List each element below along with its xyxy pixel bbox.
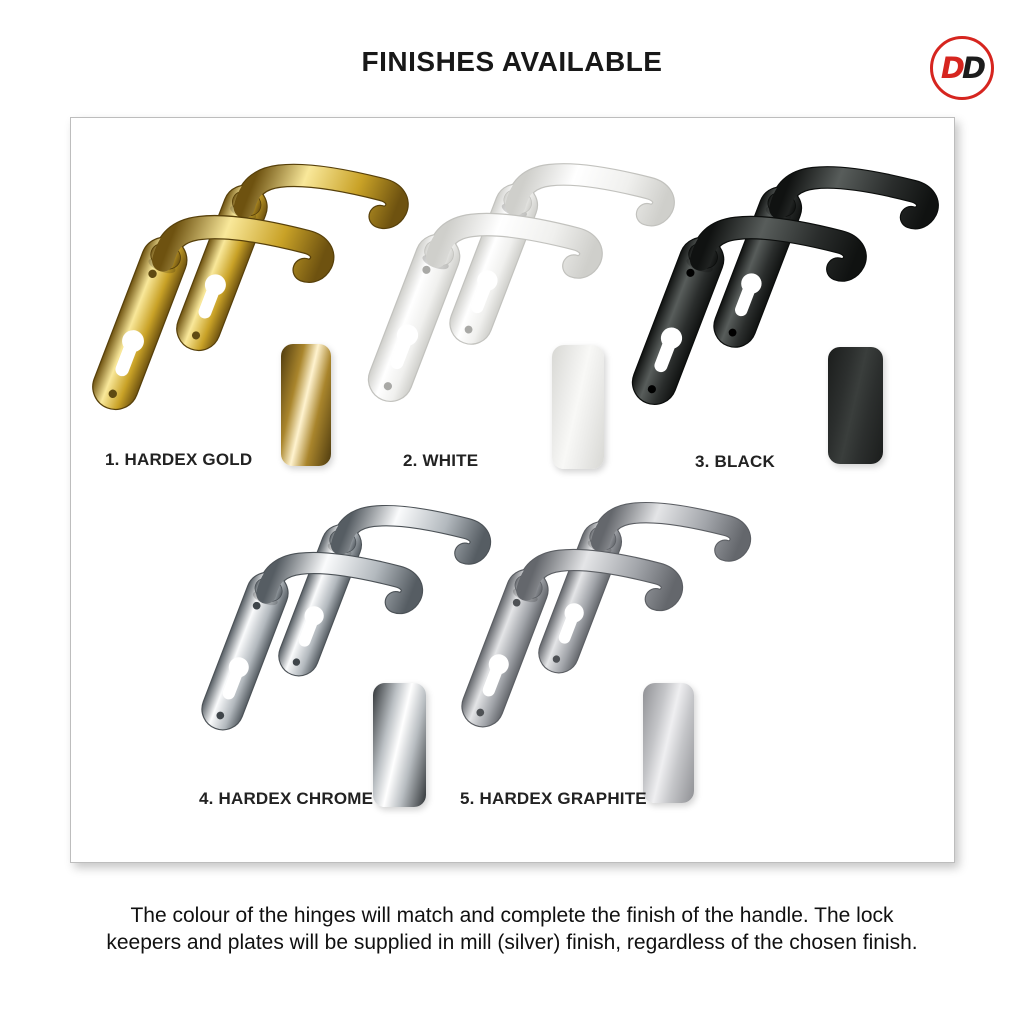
finish-label-graphite: 5. HARDEX GRAPHITE: [460, 789, 647, 808]
handle-pair-svg: [453, 483, 755, 730]
dd-logo-letter-1: D: [940, 51, 962, 85]
finish-label-black: 3. BLACK: [695, 452, 775, 471]
finish-swatch-gold: [281, 344, 331, 466]
handle-pair-svg: [623, 146, 943, 407]
handle-pair-image-black: [623, 146, 943, 407]
handle-pair-image-chrome: [193, 486, 495, 733]
page-title: FINISHES AVAILABLE: [361, 46, 663, 77]
finishes-panel: [70, 117, 955, 863]
finish-swatch-black: [828, 347, 883, 464]
finish-label-gold: 1. HARDEX GOLD: [105, 450, 253, 469]
footer-note: [0, 902, 1024, 956]
finish-label-chrome: 4. HARDEX CHROME: [199, 789, 374, 808]
footer-line-1: The colour of the hinges will match and complete the finish of the handle. The lock: [130, 904, 894, 927]
finish-swatch-white: [552, 345, 604, 469]
finish-swatch-chrome: [373, 683, 426, 807]
dd-logo-letter-2: D: [962, 51, 984, 85]
handle-pair-svg: [193, 486, 495, 733]
dd-logo: [930, 36, 994, 100]
finish-label-white: 2. WHITE: [403, 451, 479, 470]
handle-pair-image-graphite: [453, 483, 755, 730]
footer-line-2: keepers and plates will be supplied in mill (silver) finish, regardless of the chosen finish.: [106, 931, 918, 954]
finish-swatch-graphite: [643, 683, 694, 803]
